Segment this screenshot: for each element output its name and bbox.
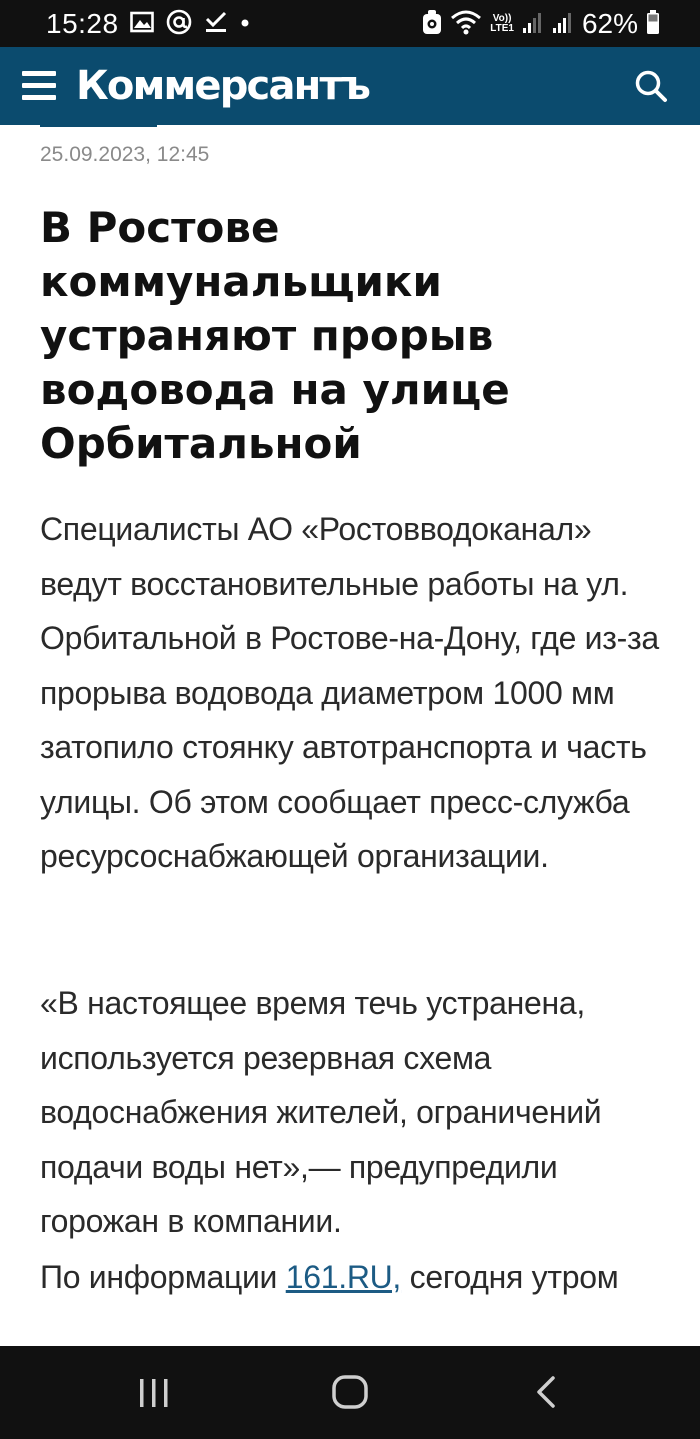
- article-paragraph: «В настоящее время течь устранена, используется резервная схема водоснабжения жителей, ограничений подачи воды нет»,— предупредили горожан в компании.: [40, 985, 602, 1239]
- search-button[interactable]: [632, 67, 670, 105]
- wifi-icon: [450, 9, 482, 39]
- system-status-icons: [422, 8, 660, 40]
- menu-button[interactable]: [22, 71, 56, 101]
- home-button[interactable]: [320, 1366, 380, 1418]
- alarm-icon: [422, 9, 442, 39]
- notification-icons: [130, 10, 250, 38]
- source-link[interactable]: 161.RU,: [285, 1259, 402, 1295]
- article-date: 25.09.2023, 12:45: [40, 143, 210, 166]
- signal-icon: [552, 10, 574, 38]
- article-paragraph: Специалисты АО «Ростовводоканал» ведут восстановительные работы на ул. Орбитальной в Ростове-на-Дону, где из-за прорыва водовода диаметром 1000 мм затопило стоянку автотранспорта и часть улицы. Об этом сообщает пресс-служба ресурсоснабжающей организации.: [40, 511, 659, 874]
- status-time: 15:28: [46, 8, 119, 39]
- recent-apps-button[interactable]: [124, 1366, 184, 1418]
- back-button[interactable]: [515, 1366, 575, 1418]
- gallery-icon: [130, 11, 154, 37]
- app-header: [0, 47, 700, 125]
- download-done-icon: [204, 10, 228, 38]
- paragraph-text: сегодня утром: [401, 1259, 619, 1295]
- status-bar: [0, 0, 700, 47]
- site-logo[interactable]: Коммерсантъ: [76, 63, 370, 109]
- signal-icon: [522, 10, 544, 38]
- volte-icon: Vo)) LTE1: [490, 13, 514, 34]
- battery-percent: 62%: [581, 8, 638, 39]
- menu-icon: [22, 71, 56, 76]
- paragraph-text: По информации: [40, 1259, 286, 1295]
- at-sign-icon: [166, 9, 192, 39]
- dot-icon: [240, 10, 250, 38]
- rubric-underline: [40, 123, 157, 127]
- article-paragraph: [40, 1250, 670, 1305]
- back-icon: [515, 1366, 575, 1418]
- recent-apps-icon: [124, 1366, 184, 1418]
- article-title: В Ростове коммунальщики устраняют прорыв водовода на улице Орбитальной: [40, 203, 510, 468]
- battery-icon: [646, 9, 660, 39]
- navigation-bar: [0, 1346, 700, 1439]
- home-icon: [320, 1366, 380, 1418]
- search-icon: [632, 67, 670, 105]
